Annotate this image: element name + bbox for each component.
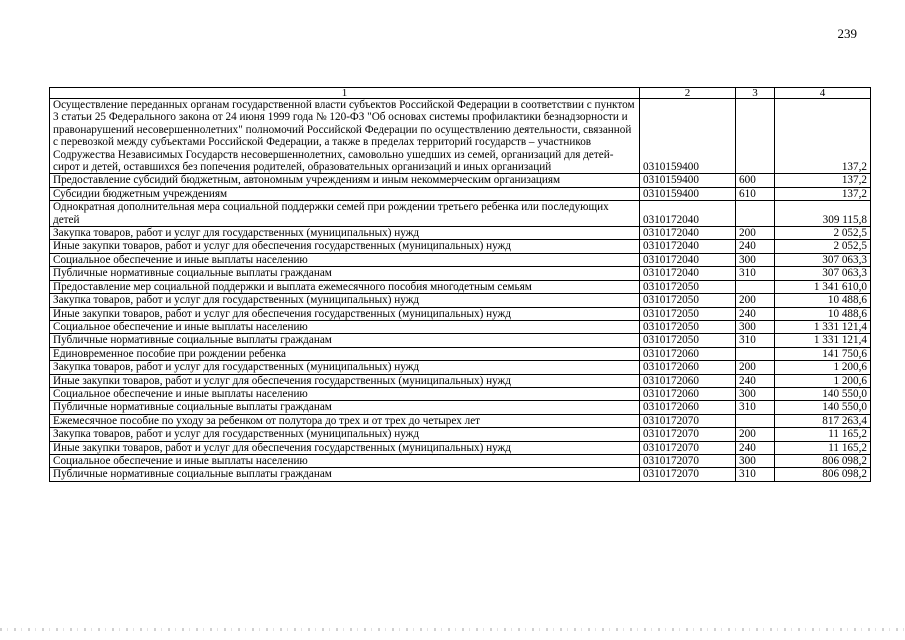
row-code-cell: 0310159400 bbox=[640, 187, 736, 200]
row-type-cell: 200 bbox=[736, 227, 775, 240]
table-row bbox=[50, 267, 871, 280]
row-code-cell: 0310172070 bbox=[640, 414, 736, 427]
row-type-cell: 310 bbox=[736, 267, 775, 280]
row-name-cell: Предоставление субсидий бюджетным, автономным учреждениям и иным некоммерческим организациям bbox=[50, 174, 640, 187]
row-type-cell: 300 bbox=[736, 387, 775, 400]
row-amount-cell: 137,2 bbox=[775, 99, 871, 174]
row-amount-cell: 309 115,8 bbox=[775, 201, 871, 227]
row-code-cell: 0310172040 bbox=[640, 201, 736, 227]
row-type-cell: 300 bbox=[736, 253, 775, 266]
table-row bbox=[50, 428, 871, 441]
row-name-cell: Иные закупки товаров, работ и услуг для обеспечения государственных (муниципальных) нужд bbox=[50, 441, 640, 454]
row-type-cell bbox=[736, 280, 775, 293]
row-amount-cell: 1 331 121,4 bbox=[775, 334, 871, 347]
row-amount-cell: 806 098,2 bbox=[775, 454, 871, 467]
row-type-cell: 200 bbox=[736, 428, 775, 441]
row-name-cell: Единовременное пособие при рождении ребенка bbox=[50, 347, 640, 360]
row-code-cell: 0310172040 bbox=[640, 253, 736, 266]
row-type-cell: 310 bbox=[736, 334, 775, 347]
row-name-cell: Предоставление мер социальной поддержки и выплата ежемесячного пособия многодетным семьям bbox=[50, 280, 640, 293]
row-type-cell: 310 bbox=[736, 401, 775, 414]
table-row bbox=[50, 320, 871, 333]
table-row bbox=[50, 441, 871, 454]
row-amount-cell: 1 341 610,0 bbox=[775, 280, 871, 293]
table-row bbox=[50, 401, 871, 414]
row-code-cell: 0310172070 bbox=[640, 428, 736, 441]
row-amount-cell: 11 165,2 bbox=[775, 428, 871, 441]
table-row bbox=[50, 187, 871, 200]
table-row bbox=[50, 201, 871, 227]
row-amount-cell: 140 550,0 bbox=[775, 401, 871, 414]
column-header-code: 2 bbox=[640, 88, 736, 99]
scan-noise-line bbox=[0, 628, 905, 631]
row-amount-cell: 10 488,6 bbox=[775, 294, 871, 307]
row-code-cell: 0310172060 bbox=[640, 387, 736, 400]
table-row bbox=[50, 240, 871, 253]
row-code-cell: 0310172050 bbox=[640, 307, 736, 320]
row-name-cell: Субсидии бюджетным учреждениям bbox=[50, 187, 640, 200]
row-name-cell: Ежемесячное пособие по уходу за ребенком от полутора до трех и от трех до четырех лет bbox=[50, 414, 640, 427]
row-name-cell: Однократная дополнительная мера социальной поддержки семей при рождении третьего ребенка или последующих детей bbox=[50, 201, 640, 227]
row-amount-cell: 140 550,0 bbox=[775, 387, 871, 400]
table-row bbox=[50, 468, 871, 481]
table-row bbox=[50, 307, 871, 320]
row-code-cell: 0310172050 bbox=[640, 280, 736, 293]
row-amount-cell: 1 331 121,4 bbox=[775, 320, 871, 333]
row-amount-cell: 10 488,6 bbox=[775, 307, 871, 320]
row-amount-cell: 307 063,3 bbox=[775, 253, 871, 266]
row-code-cell: 0310172060 bbox=[640, 347, 736, 360]
table-header bbox=[50, 88, 871, 99]
row-type-cell: 610 bbox=[736, 187, 775, 200]
row-name-cell: Осуществление переданных органам государственной власти субъектов Российской Федерации в соответствии с пунктом 3 статьи 25 Федерального закона от 24 июня 1999 года № 120-ФЗ "Об основах системы профилактики безнадзорности и правонарушений несовершеннолетних" полномочий Российской Федерации по осуществлению деятельности, связанной с перевозкой между субъектами Российской Федерации, а также в пределах территорий государств – участников Содружества Независимых Государств несовершеннолетних, самовольно ушедших из семей, организаций для детей-сирот и детей, оставшихся без попечения родителей, образовательных организаций и иных организаций bbox=[50, 99, 640, 174]
row-name-cell: Социальное обеспечение и иные выплаты населению bbox=[50, 320, 640, 333]
row-name-cell: Закупка товаров, работ и услуг для государственных (муниципальных) нужд bbox=[50, 227, 640, 240]
row-name-cell: Социальное обеспечение и иные выплаты населению bbox=[50, 387, 640, 400]
table-row bbox=[50, 334, 871, 347]
row-type-cell bbox=[736, 347, 775, 360]
row-code-cell: 0310172060 bbox=[640, 374, 736, 387]
row-name-cell: Иные закупки товаров, работ и услуг для обеспечения государственных (муниципальных) нужд bbox=[50, 374, 640, 387]
row-type-cell: 200 bbox=[736, 361, 775, 374]
row-code-cell: 0310172040 bbox=[640, 240, 736, 253]
row-amount-cell: 1 200,6 bbox=[775, 361, 871, 374]
table-row bbox=[50, 347, 871, 360]
row-name-cell: Публичные нормативные социальные выплаты гражданам bbox=[50, 468, 640, 481]
row-amount-cell: 2 052,5 bbox=[775, 227, 871, 240]
table-row bbox=[50, 454, 871, 467]
row-type-cell: 310 bbox=[736, 468, 775, 481]
row-name-cell: Закупка товаров, работ и услуг для государственных (муниципальных) нужд bbox=[50, 294, 640, 307]
row-name-cell: Иные закупки товаров, работ и услуг для обеспечения государственных (муниципальных) нужд bbox=[50, 307, 640, 320]
budget-table bbox=[49, 87, 871, 482]
row-code-cell: 0310172050 bbox=[640, 294, 736, 307]
row-name-cell: Публичные нормативные социальные выплаты гражданам bbox=[50, 334, 640, 347]
row-code-cell: 0310172050 bbox=[640, 334, 736, 347]
row-type-cell: 300 bbox=[736, 320, 775, 333]
row-amount-cell: 307 063,3 bbox=[775, 267, 871, 280]
row-type-cell: 300 bbox=[736, 454, 775, 467]
column-header-type: 3 bbox=[736, 88, 775, 99]
row-type-cell: 240 bbox=[736, 441, 775, 454]
table-row bbox=[50, 294, 871, 307]
table-row bbox=[50, 227, 871, 240]
table-row bbox=[50, 174, 871, 187]
row-code-cell: 0310172070 bbox=[640, 454, 736, 467]
row-type-cell bbox=[736, 414, 775, 427]
row-code-cell: 0310172070 bbox=[640, 441, 736, 454]
row-type-cell: 240 bbox=[736, 374, 775, 387]
row-code-cell: 0310172060 bbox=[640, 401, 736, 414]
row-code-cell: 0310172040 bbox=[640, 227, 736, 240]
row-amount-cell: 137,2 bbox=[775, 187, 871, 200]
row-amount-cell: 2 052,5 bbox=[775, 240, 871, 253]
row-name-cell: Закупка товаров, работ и услуг для государственных (муниципальных) нужд bbox=[50, 361, 640, 374]
row-amount-cell: 137,2 bbox=[775, 174, 871, 187]
row-type-cell bbox=[736, 201, 775, 227]
row-code-cell: 0310172040 bbox=[640, 267, 736, 280]
row-name-cell: Публичные нормативные социальные выплаты гражданам bbox=[50, 401, 640, 414]
header-row bbox=[50, 88, 871, 99]
table-body bbox=[50, 99, 871, 482]
table-row bbox=[50, 99, 871, 174]
table-row bbox=[50, 374, 871, 387]
column-header-amount: 4 bbox=[775, 88, 871, 99]
row-type-cell: 600 bbox=[736, 174, 775, 187]
row-name-cell: Социальное обеспечение и иные выплаты населению bbox=[50, 253, 640, 266]
row-code-cell: 0310159400 bbox=[640, 174, 736, 187]
row-type-cell: 240 bbox=[736, 307, 775, 320]
row-code-cell: 0310159400 bbox=[640, 99, 736, 174]
table-row bbox=[50, 361, 871, 374]
row-code-cell: 0310172070 bbox=[640, 468, 736, 481]
row-name-cell: Социальное обеспечение и иные выплаты населению bbox=[50, 454, 640, 467]
row-type-cell bbox=[736, 99, 775, 174]
row-amount-cell: 806 098,2 bbox=[775, 468, 871, 481]
row-type-cell: 200 bbox=[736, 294, 775, 307]
page-number: 239 bbox=[837, 26, 857, 41]
row-amount-cell: 141 750,6 bbox=[775, 347, 871, 360]
row-amount-cell: 1 200,6 bbox=[775, 374, 871, 387]
column-header-name: 1 bbox=[50, 88, 640, 99]
row-code-cell: 0310172050 bbox=[640, 320, 736, 333]
row-amount-cell: 817 263,4 bbox=[775, 414, 871, 427]
row-name-cell: Публичные нормативные социальные выплаты гражданам bbox=[50, 267, 640, 280]
row-type-cell: 240 bbox=[736, 240, 775, 253]
table-row bbox=[50, 253, 871, 266]
table-row bbox=[50, 414, 871, 427]
row-name-cell: Иные закупки товаров, работ и услуг для обеспечения государственных (муниципальных) нужд bbox=[50, 240, 640, 253]
row-name-cell: Закупка товаров, работ и услуг для государственных (муниципальных) нужд bbox=[50, 428, 640, 441]
row-code-cell: 0310172060 bbox=[640, 361, 736, 374]
table-row bbox=[50, 280, 871, 293]
row-amount-cell: 11 165,2 bbox=[775, 441, 871, 454]
table-row bbox=[50, 387, 871, 400]
